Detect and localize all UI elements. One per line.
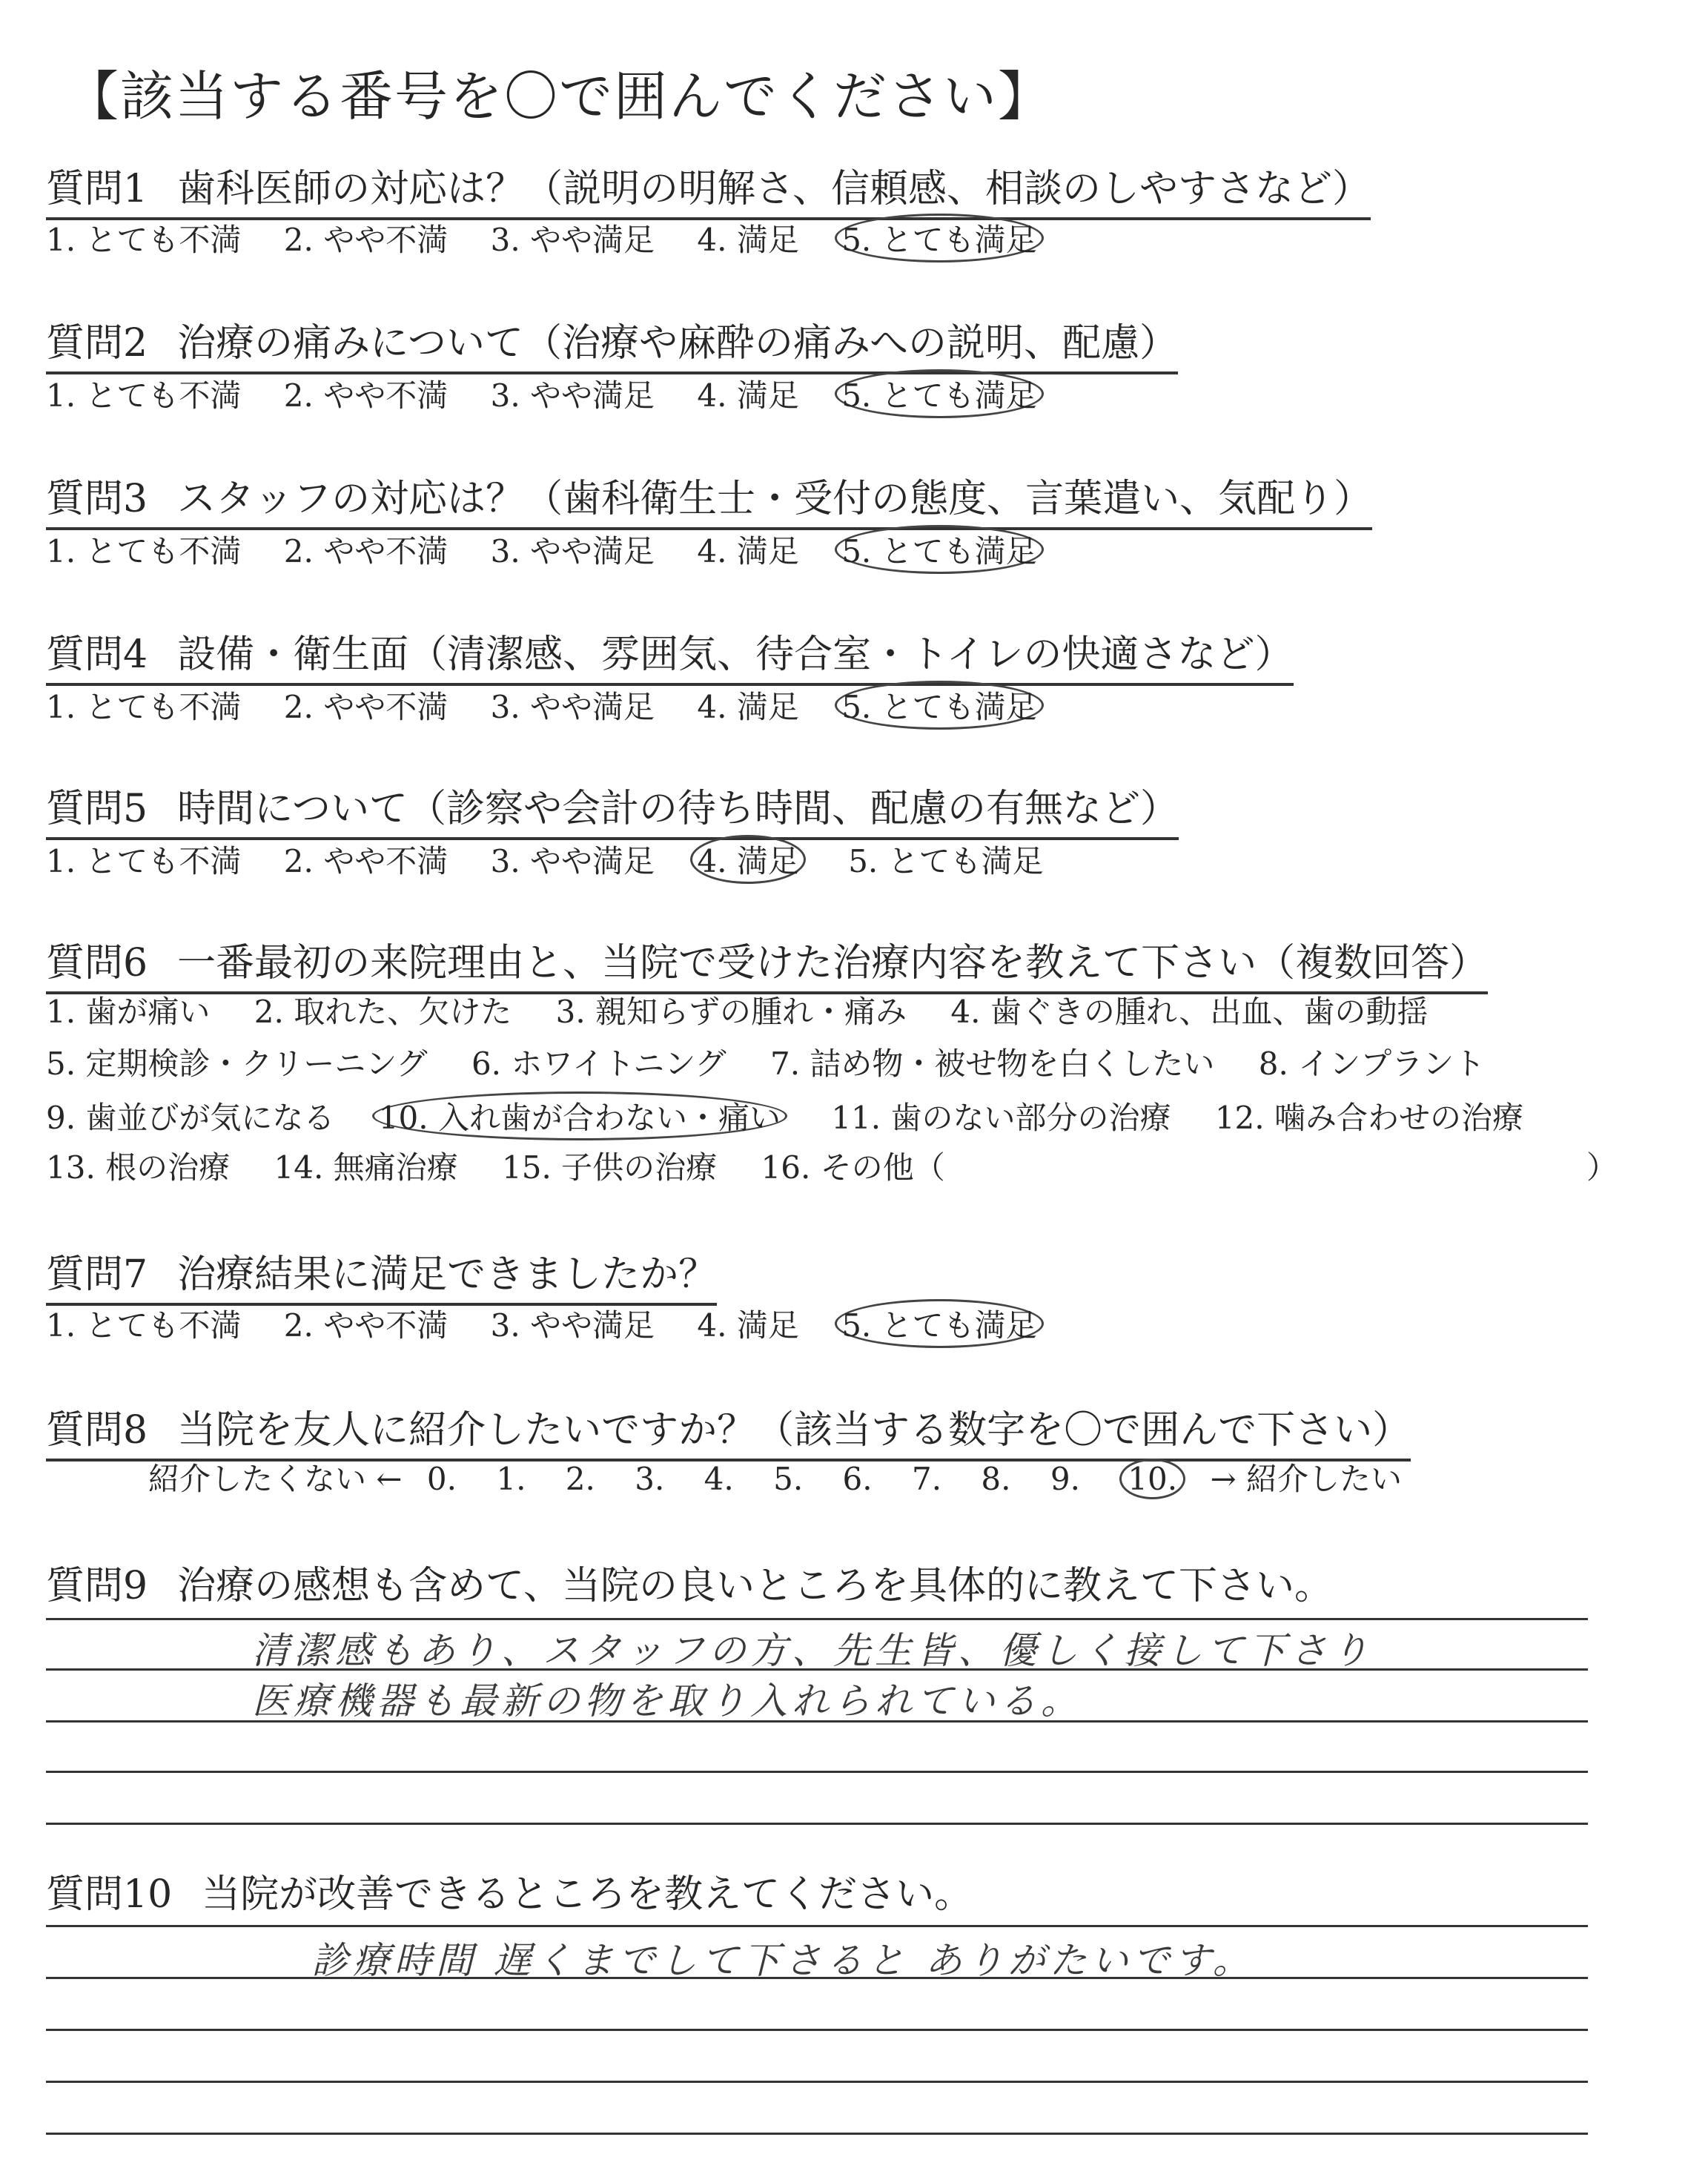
q1-option-2[interactable]: 2. やや不満 [283, 222, 448, 258]
q6-option-12[interactable]: 12. 噛み合わせの治療 [1214, 1100, 1523, 1136]
q5-option-1[interactable]: 1. とても不満 [46, 843, 242, 879]
q10-handwritten-line-1: 診療時間 遅くまでして下さると ありがたいです。 [311, 1939, 1254, 1982]
answer-rule [46, 1618, 1588, 1620]
question-1-options [46, 214, 1076, 262]
q2-option-2[interactable]: 2. やや不満 [283, 377, 448, 414]
q1-option-4[interactable]: 4. 満足 [697, 222, 799, 258]
scale-left-label: 紹介したくない ← [148, 1461, 403, 1497]
question-8-text: 当院を友人に紹介したいですか？（該当する数字を〇で囲んで下さい） [177, 1408, 1411, 1453]
q6-option-11[interactable]: 11. 歯のない部分の治療 [831, 1100, 1171, 1136]
q6-option-4[interactable]: 4. 歯ぐきの腫れ、出血、歯の動揺 [950, 994, 1429, 1030]
q6-option-3[interactable]: 3. 親知らずの腫れ・痛み [555, 994, 907, 1030]
q6-option-13[interactable]: 13. 根の治療 [46, 1149, 231, 1186]
scale-4[interactable]: 4. [704, 1461, 734, 1497]
q1-option-5-selected[interactable]: 5. とても満足 [835, 214, 1043, 262]
q7-option-4[interactable]: 4. 満足 [697, 1307, 799, 1344]
q2-option-4[interactable]: 4. 満足 [697, 377, 799, 414]
q7-option-5-selected[interactable]: 5. とても満足 [835, 1299, 1043, 1348]
q4-option-2[interactable]: 2. やや不満 [283, 689, 448, 725]
q1-option-1[interactable]: 1. とても不満 [46, 222, 242, 258]
answer-rule [46, 2029, 1588, 2031]
scale-0[interactable]: 0. [426, 1461, 457, 1497]
question-2-number: 質問2 [46, 321, 148, 366]
scale-5[interactable]: 5. [773, 1461, 804, 1497]
q2-option-1[interactable]: 1. とても不満 [46, 377, 242, 414]
q5-option-5[interactable]: 5. とても満足 [848, 843, 1044, 879]
q6-option-5[interactable]: 5. 定期検診・クリーニング [46, 1046, 428, 1082]
question-4-text: 設備・衛生面（清潔感、雰囲気、待合室・トイレの快適さなど） [177, 633, 1294, 677]
question-2-text: 治療の痛みについて（治療や麻酔の痛みへの説明、配慮） [177, 321, 1179, 366]
scale-2[interactable]: 2. [565, 1461, 595, 1497]
q6-option-2[interactable]: 2. 取れた、欠けた [254, 994, 512, 1030]
q2-option-3[interactable]: 3. やや満足 [490, 377, 655, 414]
q6-option-9[interactable]: 9. 歯並びが気になる [46, 1100, 335, 1136]
question-10-text: 当院が改善できるところを教えてください。 [202, 1872, 973, 1917]
q9-handwritten-line-1: 清潔感もあり、スタッフの方、先生皆、優しく接して下さり [252, 1629, 1373, 1672]
question-7-text: 治療結果に満足できましたか？ [177, 1252, 718, 1297]
scale-10-selected[interactable]: 10. [1119, 1459, 1185, 1499]
q6-option-16[interactable]: 16. その他（ [761, 1149, 945, 1186]
q3-option-4[interactable]: 4. 満足 [697, 533, 799, 569]
question-6-row-3 [46, 1091, 1558, 1140]
q3-option-1[interactable]: 1. とても不満 [46, 533, 242, 569]
q6-option-8[interactable]: 8. インプラント [1258, 1046, 1486, 1082]
scale-8[interactable]: 8. [981, 1461, 1011, 1497]
scale-6[interactable]: 6. [842, 1461, 873, 1497]
q6-option-14[interactable]: 14. 無痛治療 [274, 1149, 458, 1186]
question-8-number: 質問8 [46, 1408, 148, 1453]
question-6-text: 一番最初の来院理由と、当院で受けた治療内容を教えて下さい（複数回答） [177, 941, 1489, 985]
question-3-options [46, 525, 1076, 574]
q6-option-1[interactable]: 1. 歯が痛い [46, 994, 211, 1030]
page-header: 【該当する番号を〇で囲んでください】 [65, 65, 1053, 128]
q9-handwritten-line-2: 医療機器も最新の物を取り入れられている。 [252, 1680, 1082, 1723]
scale-7[interactable]: 7. [911, 1461, 942, 1497]
question-2-title [46, 311, 1178, 374]
q3-option-5-selected[interactable]: 5. とても満足 [835, 525, 1043, 574]
question-3-number: 質問3 [46, 477, 148, 521]
q7-option-1[interactable]: 1. とても不満 [46, 1307, 242, 1344]
q2-option-5-selected[interactable]: 5. とても満足 [835, 369, 1043, 418]
scale-1[interactable]: 1. [496, 1461, 526, 1497]
question-7-options [46, 1299, 1076, 1348]
question-8-title [46, 1398, 1411, 1462]
question-9-text: 治療の感想も含めて、当院の良いところを具体的に教えて下さい。 [177, 1564, 1334, 1608]
question-1-text: 歯科医師の対応は？（説明の明解さ、信頼感、相談のしやすさなど） [177, 167, 1371, 211]
question-5-text: 時間について（診察や会計の待ち時間、配慮の有無など） [177, 787, 1179, 831]
q6-other-close-paren: ） [1586, 1149, 1618, 1186]
answer-rule [46, 1771, 1588, 1773]
answer-rule [46, 1823, 1588, 1825]
q6-option-15[interactable]: 15. 子供の治療 [502, 1149, 718, 1186]
question-6-row-1 [46, 988, 1462, 1032]
q6-option-6[interactable]: 6. ホワイトニング [471, 1046, 726, 1082]
question-5-number: 質問5 [46, 787, 148, 831]
question-9-number: 質問9 [46, 1564, 148, 1608]
q7-option-2[interactable]: 2. やや不満 [283, 1307, 448, 1344]
question-4-options [46, 681, 1076, 730]
question-6-row-4 [46, 1143, 979, 1188]
question-6-title [46, 931, 1488, 994]
question-5-options [46, 835, 1076, 884]
q1-option-3[interactable]: 3. やや満足 [490, 222, 655, 258]
question-10-title [46, 1863, 973, 1918]
scale-3[interactable]: 3. [635, 1461, 665, 1497]
q3-option-2[interactable]: 2. やや不満 [283, 533, 448, 569]
scale-9[interactable]: 9. [1050, 1461, 1080, 1497]
question-10-number: 質問10 [46, 1872, 173, 1917]
question-3-title [46, 467, 1372, 530]
q5-option-2[interactable]: 2. やや不満 [283, 843, 448, 879]
question-6-number: 質問6 [46, 941, 148, 985]
q4-option-3[interactable]: 3. やや満足 [490, 689, 655, 725]
answer-rule [46, 2081, 1588, 2083]
question-4-number: 質問4 [46, 633, 148, 677]
scale-right-label: → 紹介したい [1210, 1461, 1402, 1497]
q7-option-3[interactable]: 3. やや満足 [490, 1307, 655, 1344]
q5-option-4-selected[interactable]: 4. 満足 [690, 835, 805, 884]
question-1-number: 質問1 [46, 167, 148, 211]
q5-option-3[interactable]: 3. やや満足 [490, 843, 655, 879]
q4-option-5-selected[interactable]: 5. とても満足 [835, 681, 1043, 730]
q4-option-1[interactable]: 1. とても不満 [46, 689, 242, 725]
question-7-title [46, 1243, 717, 1306]
question-3-text: スタッフの対応は？（歯科衛生士・受付の態度、言葉遣い、気配り） [177, 477, 1373, 521]
question-6-row-2 [46, 1040, 1519, 1084]
q4-option-4[interactable]: 4. 満足 [697, 689, 799, 725]
question-9-title [46, 1554, 1333, 1610]
q3-option-3[interactable]: 3. やや満足 [490, 533, 655, 569]
question-8-scale [148, 1455, 1402, 1499]
question-5-title [46, 777, 1179, 840]
question-4-title [46, 623, 1294, 686]
answer-rule [46, 1925, 1588, 1927]
question-1-title [46, 157, 1371, 220]
q6-option-10-selected[interactable]: 10. 入れ歯が合わない・痛い [372, 1091, 787, 1140]
answer-rule [46, 2133, 1588, 2135]
q6-option-7[interactable]: 7. 詰め物・被せ物を白くしたい [769, 1046, 1215, 1082]
question-2-options [46, 369, 1076, 418]
question-7-number: 質問7 [46, 1252, 148, 1297]
